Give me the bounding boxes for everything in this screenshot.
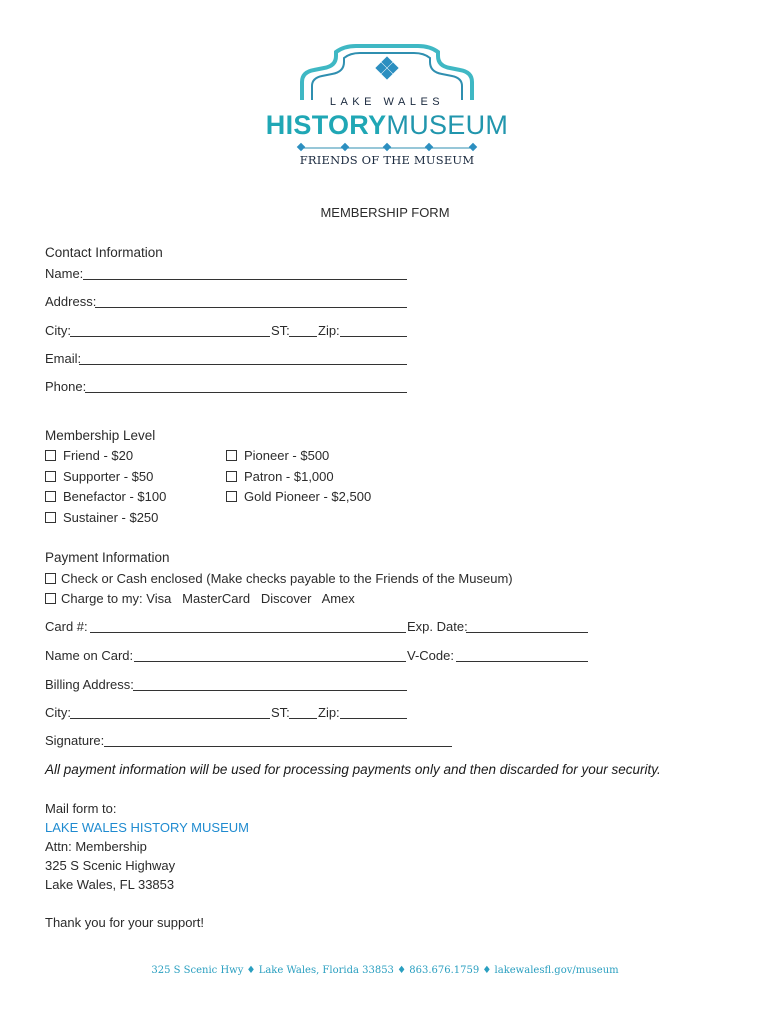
logo-museum-word: MUSEUM <box>386 110 509 140</box>
level-gold-pioneer[interactable] <box>226 489 371 505</box>
checkbox-icon[interactable] <box>226 491 237 502</box>
signature-label: Signature: <box>45 733 105 748</box>
checkbox-icon[interactable] <box>45 512 56 523</box>
name-on-card-field[interactable] <box>134 661 406 662</box>
checkbox-icon[interactable] <box>226 471 237 482</box>
st-label: ST: <box>271 323 290 338</box>
billing-zip-field[interactable] <box>340 718 407 719</box>
level-supporter[interactable] <box>45 469 153 485</box>
level-label: Gold Pioneer - $2,500 <box>244 489 372 504</box>
level-label: Patron - $1,000 <box>244 469 334 484</box>
address-label: Address: <box>45 294 97 309</box>
checkbox-icon[interactable] <box>45 593 56 604</box>
check-cash-option[interactable] <box>45 571 513 587</box>
logo-lake-wales-text: LAKE WALES <box>329 96 445 108</box>
phone-label: Phone: <box>45 379 87 394</box>
st-field[interactable] <box>289 336 317 337</box>
checkbox-icon[interactable] <box>45 573 56 584</box>
thank-you-text: Thank you for your support! <box>45 915 204 930</box>
level-sustainer[interactable] <box>45 510 158 526</box>
mail-street: 325 S Scenic Highway <box>45 858 176 873</box>
checkbox-icon[interactable] <box>45 491 56 502</box>
email-label: Email: <box>45 351 82 366</box>
billing-address-field[interactable] <box>133 690 407 691</box>
zip-field[interactable] <box>340 336 407 337</box>
card-number-field[interactable] <box>90 632 406 633</box>
level-patron[interactable] <box>226 469 334 485</box>
checkbox-icon[interactable] <box>226 450 237 461</box>
museum-logo <box>262 40 512 170</box>
form-title: MEMBERSHIP FORM <box>320 205 450 220</box>
check-cash-label: Check or Cash enclosed (Make checks payable to the Friends of the Museum) <box>61 571 513 586</box>
level-label: Sustainer - $250 <box>63 510 159 525</box>
charge-label: Charge to my: Visa MasterCard Discover Amex <box>61 591 355 606</box>
exp-date-field[interactable] <box>466 632 588 633</box>
logo-history-museum-text <box>262 110 512 141</box>
billing-city-label: City: <box>45 705 71 720</box>
level-label: Benefactor - $100 <box>63 489 167 504</box>
mail-attn: Attn: Membership <box>45 839 147 854</box>
logo-history-word: HISTORY <box>265 110 387 140</box>
card-number-label: Card #: <box>45 619 88 634</box>
level-friend[interactable] <box>45 448 133 464</box>
checkbox-icon[interactable] <box>45 450 56 461</box>
security-note: All payment information will be used for processing payments only and then discarded for your security. <box>45 762 661 777</box>
level-benefactor[interactable] <box>45 489 166 505</box>
checkbox-icon[interactable] <box>45 471 56 482</box>
mail-org: LAKE WALES HISTORY MUSEUM <box>45 820 249 835</box>
zip-label: Zip: <box>318 323 340 338</box>
level-label: Friend - $20 <box>63 448 134 463</box>
signature-field[interactable] <box>104 746 452 747</box>
membership-heading: Membership Level <box>45 428 156 443</box>
mail-label: Mail form to: <box>45 801 117 816</box>
name-label: Name: <box>45 266 84 281</box>
city-label: City: <box>45 323 71 338</box>
logo-friends-text: FRIENDS OF THE MUSEUM <box>299 153 475 167</box>
email-field[interactable] <box>79 364 407 365</box>
billing-st-label: ST: <box>271 705 290 720</box>
billing-address-label: Billing Address: <box>45 677 134 692</box>
payment-heading: Payment Information <box>45 550 170 565</box>
address-field[interactable] <box>95 307 407 308</box>
charge-option[interactable] <box>45 591 355 607</box>
level-pioneer[interactable] <box>226 448 329 464</box>
vcode-label: V-Code: <box>407 648 454 663</box>
contact-heading: Contact Information <box>45 245 163 260</box>
exp-date-label: Exp. Date: <box>407 619 468 634</box>
vcode-field[interactable] <box>456 661 588 662</box>
billing-city-field[interactable] <box>70 718 270 719</box>
footer-contact: 325 S Scenic Hwy ♦ Lake Wales, Florida 33853 ♦ 863.676.1759 ♦ lakewalesfl.gov/museum <box>151 965 619 976</box>
name-on-card-label: Name on Card: <box>45 648 134 663</box>
billing-zip-label: Zip: <box>318 705 340 720</box>
level-label: Supporter - $50 <box>63 469 154 484</box>
city-field[interactable] <box>70 336 270 337</box>
phone-field[interactable] <box>85 392 407 393</box>
level-label: Pioneer - $500 <box>244 448 330 463</box>
museum-roofline-icon <box>262 40 512 100</box>
name-field[interactable] <box>83 279 407 280</box>
billing-st-field[interactable] <box>289 718 317 719</box>
mail-citystate: Lake Wales, FL 33853 <box>45 877 175 892</box>
